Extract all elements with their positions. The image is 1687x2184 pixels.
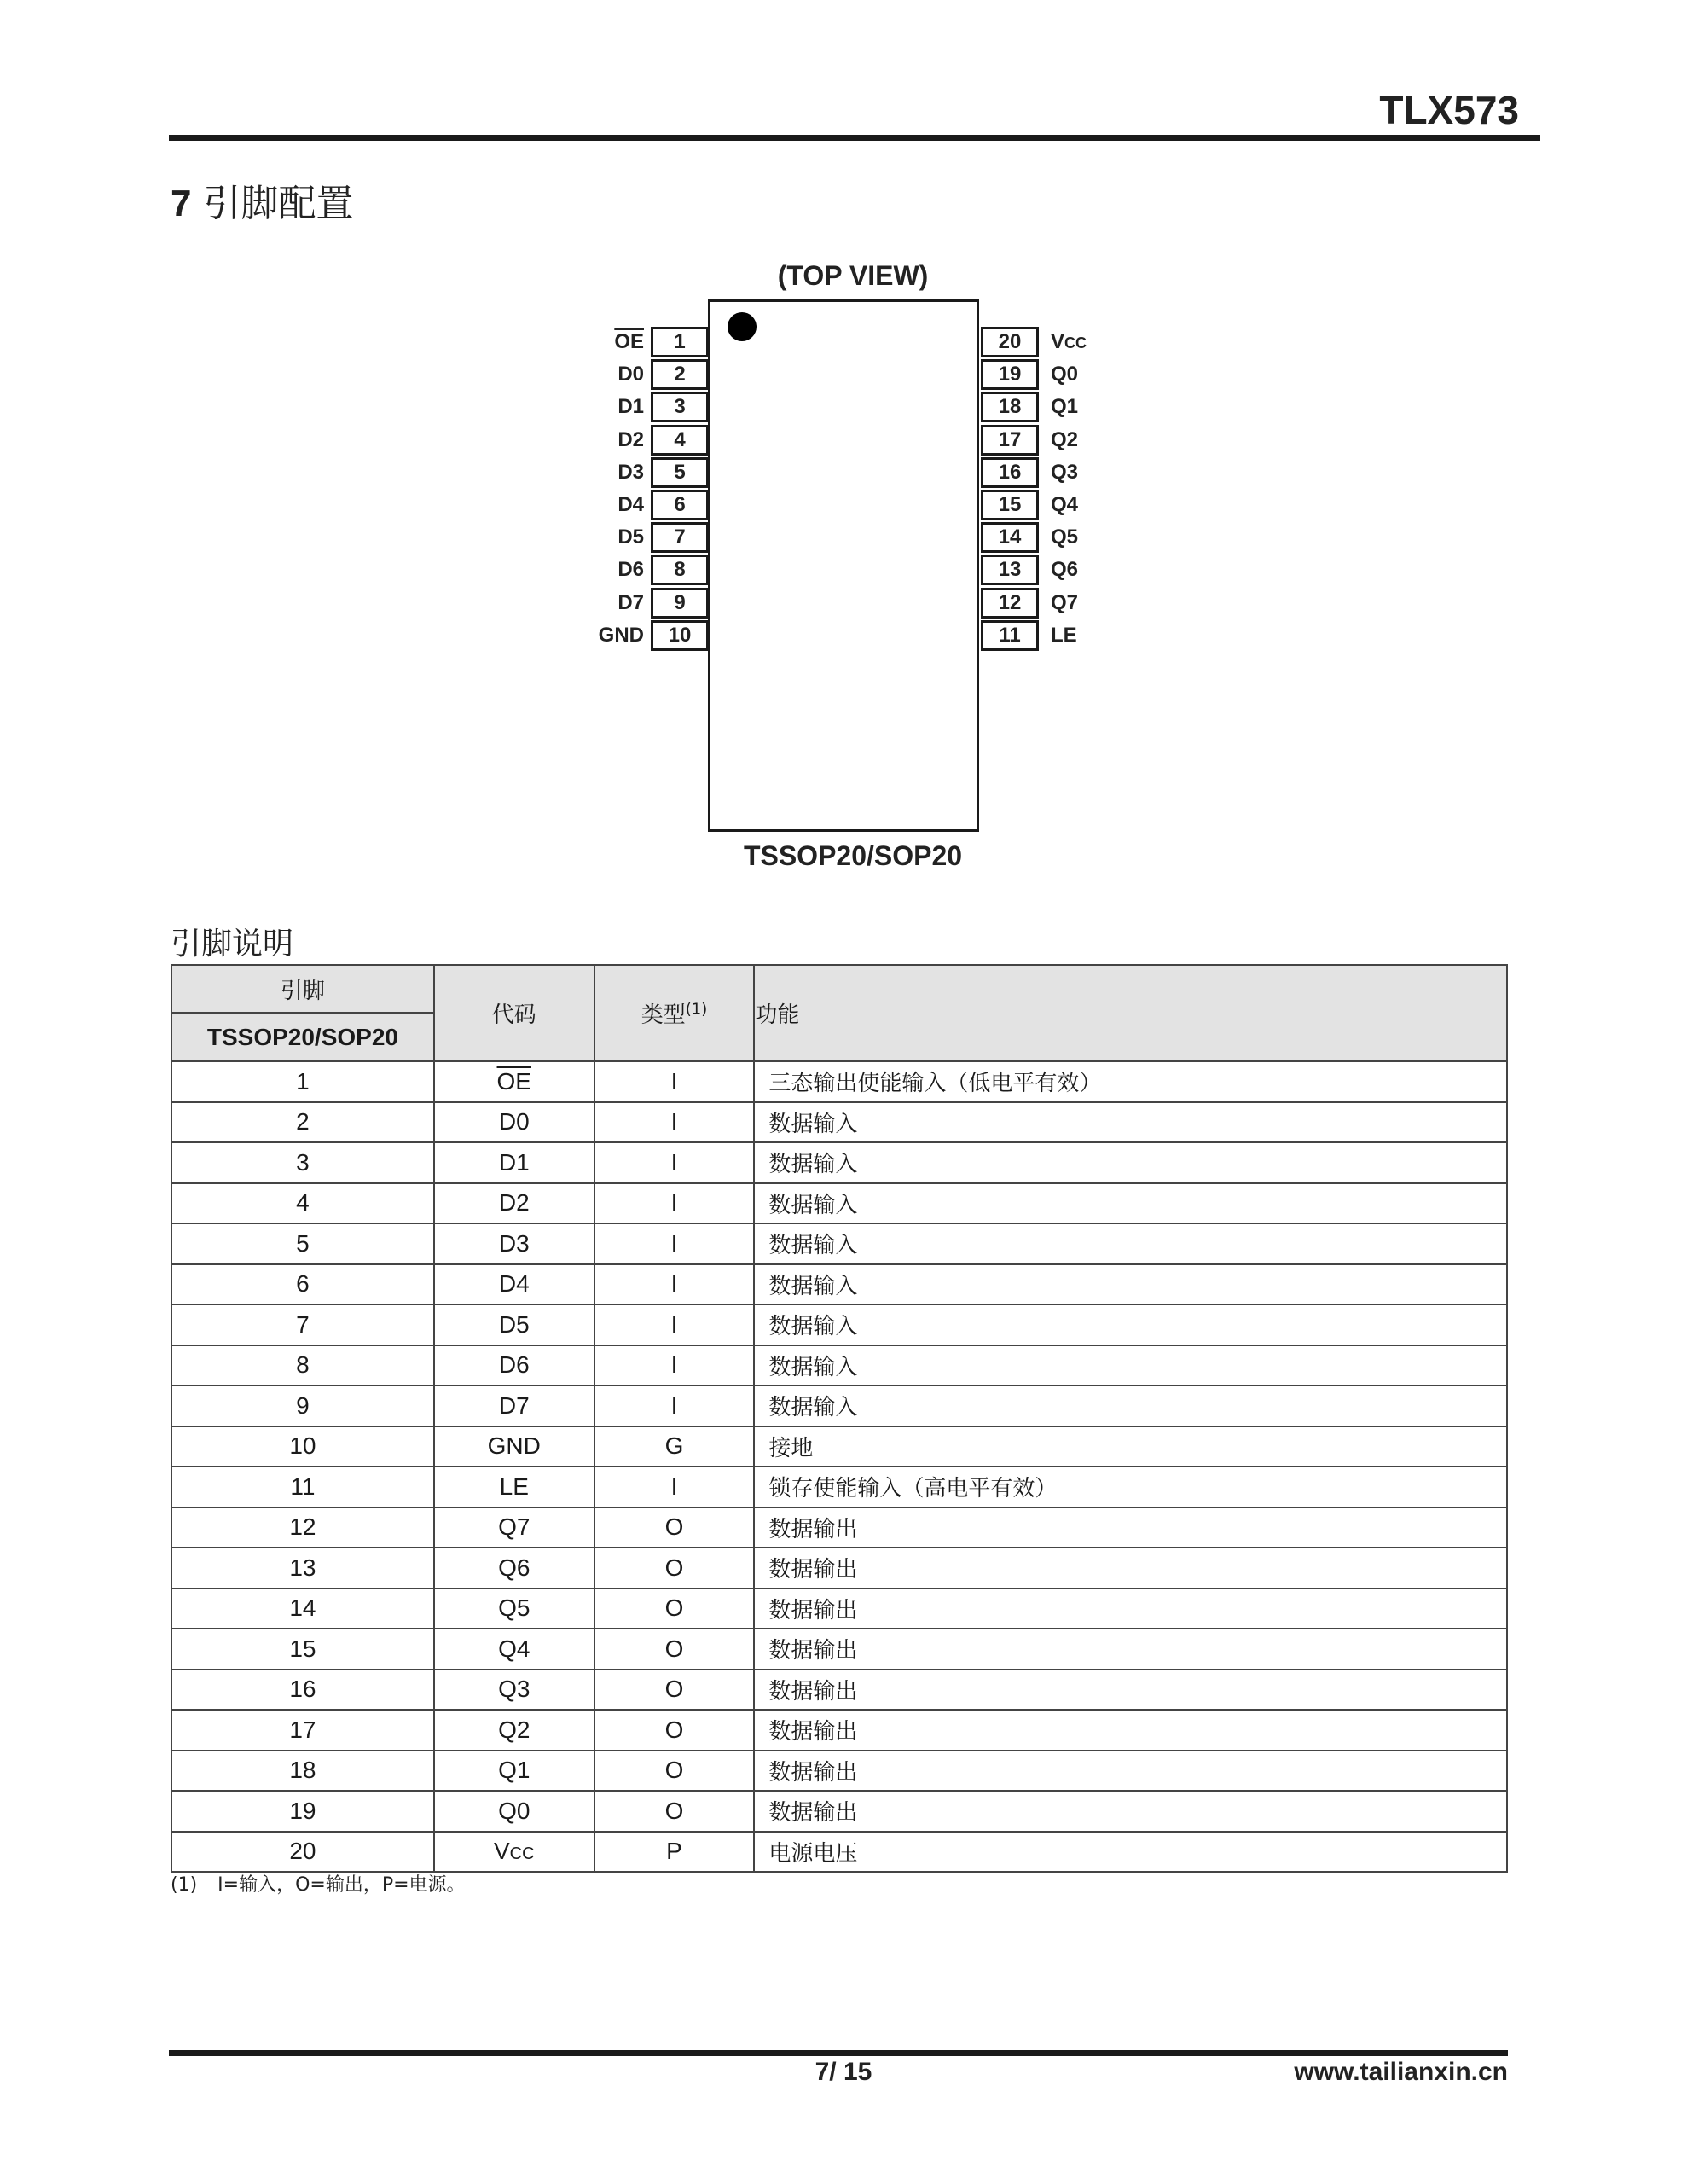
part-number: TLX573 [1379, 88, 1519, 132]
cell-code: Q7 [434, 1507, 594, 1548]
pin-number-box: 3 [651, 392, 709, 422]
table-row [171, 1670, 1507, 1711]
cell-function: 数据输出 [754, 1710, 1507, 1751]
pin-number-box: 1 [651, 327, 709, 357]
cell-code: Q2 [434, 1710, 594, 1751]
cell-function: 接地 [754, 1426, 1507, 1467]
cell-pin: 8 [171, 1345, 434, 1386]
cell-type: I [594, 1102, 755, 1143]
cell-function: 数据输入 [754, 1385, 1507, 1426]
table-row [171, 1710, 1507, 1751]
table-row [171, 1061, 1507, 1102]
table-row [171, 1832, 1507, 1873]
section-title-text: 引脚配置 [203, 182, 354, 225]
table-row [171, 1264, 1507, 1305]
cell-pin: 3 [171, 1142, 434, 1183]
top-view-label: (TOP VIEW) [777, 260, 929, 291]
cell-type: O [594, 1548, 755, 1589]
cell-function: 锁存使能输入（高电平有效） [754, 1467, 1507, 1507]
table-row [171, 1507, 1507, 1548]
pin-number-box: 2 [651, 359, 709, 390]
cell-type: O [594, 1629, 755, 1670]
table-row [171, 1751, 1507, 1792]
table-row [171, 1304, 1507, 1345]
cell-function: 数据输入 [754, 1223, 1507, 1264]
pin-name-label: D1 [617, 395, 644, 419]
pin-name-label: D0 [617, 363, 644, 386]
cell-pin: 12 [171, 1507, 434, 1548]
cell-type: I [594, 1223, 755, 1264]
cell-function: 三态输出使能输入（低电平有效） [754, 1061, 1507, 1102]
cell-function: 数据输入 [754, 1264, 1507, 1305]
cell-code: D0 [434, 1102, 594, 1143]
cell-pin: 14 [171, 1589, 434, 1629]
cell-code: GND [434, 1426, 594, 1467]
table-row [171, 1426, 1507, 1467]
pin-number-box: 8 [651, 555, 709, 585]
package-label: TSSOP20/SOP20 [743, 840, 963, 871]
cell-function: 数据输出 [754, 1670, 1507, 1711]
cell-pin: 5 [171, 1223, 434, 1264]
cell-function: 数据输出 [754, 1629, 1507, 1670]
cell-code: D2 [434, 1183, 594, 1224]
cell-type: I [594, 1061, 755, 1102]
cell-function: 电源电压 [754, 1832, 1507, 1873]
cell-type: O [594, 1791, 755, 1832]
cell-code: D3 [434, 1223, 594, 1264]
pin-description-title: 引脚说明 [171, 926, 294, 961]
cell-code: Q5 [434, 1589, 594, 1629]
cell-code: LE [434, 1467, 594, 1507]
pin-name-label: D2 [617, 427, 644, 451]
table-row [171, 1183, 1507, 1224]
pin-name-label: D4 [617, 493, 644, 516]
cell-function: 数据输入 [754, 1304, 1507, 1345]
cell-type: I [594, 1304, 755, 1345]
cell-type: G [594, 1426, 755, 1467]
cell-code: D4 [434, 1264, 594, 1305]
pin-number-box: 10 [651, 620, 709, 651]
cell-type: P [594, 1832, 755, 1873]
footnote-number: (1) [171, 1874, 198, 1896]
cell-code: Q0 [434, 1791, 594, 1832]
header-type-note: (1) [685, 1000, 708, 1019]
cell-function: 数据输出 [754, 1791, 1507, 1832]
table-row [171, 1223, 1507, 1264]
cell-type: I [594, 1467, 755, 1507]
section-number: 7 [171, 183, 192, 224]
cell-type: O [594, 1710, 755, 1751]
cell-pin: 2 [171, 1102, 434, 1143]
cell-function: 数据输出 [754, 1507, 1507, 1548]
cell-function: 数据输入 [754, 1142, 1507, 1183]
pin-13 [554, 555, 1151, 584]
pin-number-box: 15 [981, 490, 1039, 520]
pin-number-box: 16 [981, 457, 1039, 488]
cell-pin: 7 [171, 1304, 434, 1345]
pin-number-box: 6 [651, 490, 709, 520]
pin-number-box: 13 [981, 555, 1039, 585]
cell-pin: 13 [171, 1548, 434, 1589]
footer-rule [169, 2050, 1508, 2056]
table-row [171, 1142, 1507, 1183]
pin-name-label: LE [1051, 623, 1077, 647]
cell-code: Q4 [434, 1629, 594, 1670]
pin-name-label: D3 [617, 460, 644, 484]
footnote-text: I=输入，O=输出，P=电源。 [217, 1874, 466, 1896]
page-number: 7/ 15 [815, 2058, 872, 2086]
cell-pin: 16 [171, 1670, 434, 1711]
table-row [171, 1345, 1507, 1386]
table-row [171, 1385, 1507, 1426]
cell-type: I [594, 1345, 755, 1386]
table-row [171, 1589, 1507, 1629]
cell-pin: 15 [171, 1629, 434, 1670]
header-rule [169, 135, 1540, 141]
pin-name-label: $\overline{OE}$ [614, 330, 644, 353]
pin-name-label: VCC [1051, 330, 1087, 353]
cell-pin: 9 [171, 1385, 434, 1426]
cell-type: O [594, 1589, 755, 1629]
pin-name-label: Q1 [1051, 395, 1079, 419]
pin-20 [554, 327, 1151, 356]
cell-pin: 6 [171, 1264, 434, 1305]
pin-name-label: Q5 [1051, 526, 1079, 549]
header-pin: 引脚 [171, 965, 434, 1013]
pin-name-label: Q2 [1051, 427, 1079, 451]
cell-code: D5 [434, 1304, 594, 1345]
pin-12 [554, 588, 1151, 617]
header-function: 功能 [754, 965, 1507, 1061]
cell-pin: 20 [171, 1832, 434, 1873]
pin-name-label: D7 [617, 590, 644, 614]
table-row [171, 1548, 1507, 1589]
footnote [171, 1870, 466, 1896]
table-row [171, 1791, 1507, 1832]
cell-code: D7 [434, 1385, 594, 1426]
pin-number-box: 17 [981, 425, 1039, 456]
cell-pin: 18 [171, 1751, 434, 1792]
cell-pin: 10 [171, 1426, 434, 1467]
pin-number-box: 19 [981, 359, 1039, 390]
cell-type: I [594, 1142, 755, 1183]
pin-name-label: Q0 [1051, 363, 1079, 386]
cell-type: I [594, 1264, 755, 1305]
cell-pin: 4 [171, 1183, 434, 1224]
cell-pin: 11 [171, 1467, 434, 1507]
website-link[interactable]: www.tailianxin.cn [1294, 2058, 1508, 2086]
pin-15 [554, 490, 1151, 519]
pin-name-label: Q6 [1051, 558, 1079, 582]
cell-code: $\overline{OE}$ [434, 1061, 594, 1102]
cell-type: I [594, 1385, 755, 1426]
cell-pin: 19 [171, 1791, 434, 1832]
cell-function: 数据输入 [754, 1102, 1507, 1143]
cell-type: O [594, 1507, 755, 1548]
header-package: TSSOP20/SOP20 [171, 1013, 434, 1061]
pin-name-label: GND [598, 623, 644, 647]
header-type: 类型$^{(1)}$ [594, 965, 755, 1061]
cell-function: 数据输入 [754, 1345, 1507, 1386]
cell-code: Q3 [434, 1670, 594, 1711]
pin-number-box: 11 [981, 620, 1039, 651]
pin-number-box: 14 [981, 522, 1039, 553]
cell-function: 数据输出 [754, 1751, 1507, 1792]
cell-function: 数据输出 [754, 1589, 1507, 1629]
cell-pin: 1 [171, 1061, 434, 1102]
pin-name-label: D6 [617, 558, 644, 582]
cell-type: O [594, 1751, 755, 1792]
pin-number-box: 5 [651, 457, 709, 488]
cell-function: 数据输出 [754, 1548, 1507, 1589]
cell-code: D6 [434, 1345, 594, 1386]
pin-number-box: 4 [651, 425, 709, 456]
pin-name-label: Q4 [1051, 493, 1079, 516]
cell-function: 数据输入 [754, 1183, 1507, 1224]
pin-number-box: 7 [651, 522, 709, 553]
pin-name-label: Q7 [1051, 590, 1079, 614]
header-code: 代码 [434, 965, 594, 1061]
cell-code: Q1 [434, 1751, 594, 1792]
cell-code: Q6 [434, 1548, 594, 1589]
cell-type: I [594, 1183, 755, 1224]
cell-code: D1 [434, 1142, 594, 1183]
cell-code: VCC [434, 1832, 594, 1873]
cell-type: O [594, 1670, 755, 1711]
pin-17 [554, 425, 1151, 454]
pin-14 [554, 522, 1151, 551]
pin-number-box: 20 [981, 327, 1039, 357]
pin-11 [554, 620, 1151, 649]
pin-number-box: 12 [981, 588, 1039, 619]
table-row [171, 1629, 1507, 1670]
cell-pin: 17 [171, 1710, 434, 1751]
pin-name-label: D5 [617, 526, 644, 549]
table-row [171, 1102, 1507, 1143]
pin-number-box: 18 [981, 392, 1039, 422]
pin-16 [554, 457, 1151, 486]
pin-diagram [554, 252, 1151, 892]
pin-number-box: 9 [651, 588, 709, 619]
pin-19 [554, 359, 1151, 388]
pin-name-label: Q3 [1051, 460, 1079, 484]
pin-table [171, 964, 1508, 1873]
table-row [171, 1467, 1507, 1507]
pin-18 [554, 392, 1151, 421]
section-title [171, 172, 353, 227]
